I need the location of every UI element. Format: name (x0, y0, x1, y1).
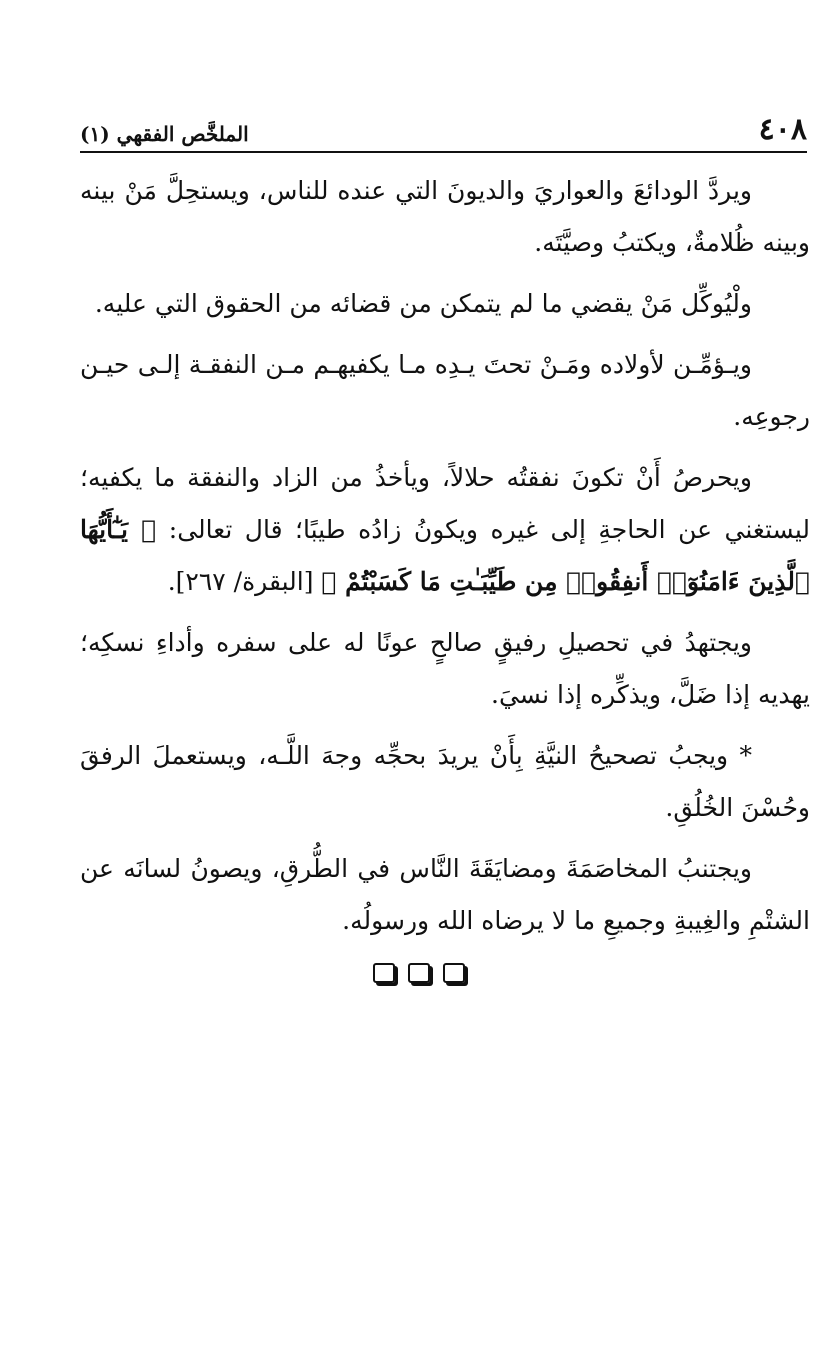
quran-verse: ﴿ يَـٰٓأَيُّهَا ٱلَّذِينَ ءَامَنُوٓا۟ أَنفِقُوا۟ مِن طَيِّبَـٰتِ مَا كَسَبْتُمْ ﴾ (80, 515, 810, 596)
page-number: ٤٠٨ (758, 112, 807, 147)
header-divider (80, 151, 807, 153)
paragraph-provide-family: ويـؤمِّـن لأولاده ومَـنْ تحتَ يـدِه مـا يكفيهـم مـن النفقـة إلـى حيـن رجوعِه. (80, 350, 810, 431)
ornament-box-icon (408, 963, 430, 983)
paragraph-avoid-disputes: ويجتنبُ المخاصَمَةَ ومضايَقَةَ النَّاس في الطُّرقِ، ويصونُ لسانَه عن الشتْمِ والغِيبةِ وجميعِ ما لا يرضاه الله ورسولُه. (80, 854, 810, 935)
paragraph-intention: * ويجبُ تصحيحُ النيَّةِ بِأَنْ يريدَ بحجِّه وجهَ اللَّـه، ويستعملَ الرفقَ وحُسْنَ الخُلُقِ. (80, 741, 810, 822)
paragraph-appoint-agent: ولْيُوكِّل مَنْ يقضي ما لم يتمكن من قضائه من الحقوق التي عليه. (94, 289, 752, 318)
ornament-box-icon (443, 963, 465, 983)
paragraph-return-deposits: ويردَّ الودائعَ والعواريَ والديونَ التي عنده للناس، ويستحِلَّ مَنْ بينه وبينه ظُلامةٌ، ويكتبُ وصيَّتَه. (80, 176, 810, 257)
paragraph-text: ويحرصُ أَنْ تكونَ نفقتُه حلالاً، ويأخذُ من الزاد والنفقة ما يكفيه؛ ليستغني عن الحاجةِ إلى غيره ويكونُ زادُه طيبًا؛ قال تعالى: (80, 463, 810, 544)
paragraph-companion: ويجتهدُ في تحصيلِ رفيقٍ صالحٍ عونًا له على سفره وأداءِ نسكِه؛ يهديه إذا ضَلَّ، ويذكِّره إذا نسيَ. (80, 628, 810, 709)
verse-reference: [البقرة/ ٢٦٧]. (167, 567, 322, 596)
body-text (80, 165, 810, 956)
section-end-ornament (0, 962, 838, 983)
ornament-box-icon (373, 963, 395, 983)
running-title: الملخَّص الفقهي (١) (80, 122, 249, 146)
page-header (80, 110, 807, 152)
paragraph-lawful-provision (80, 452, 810, 608)
